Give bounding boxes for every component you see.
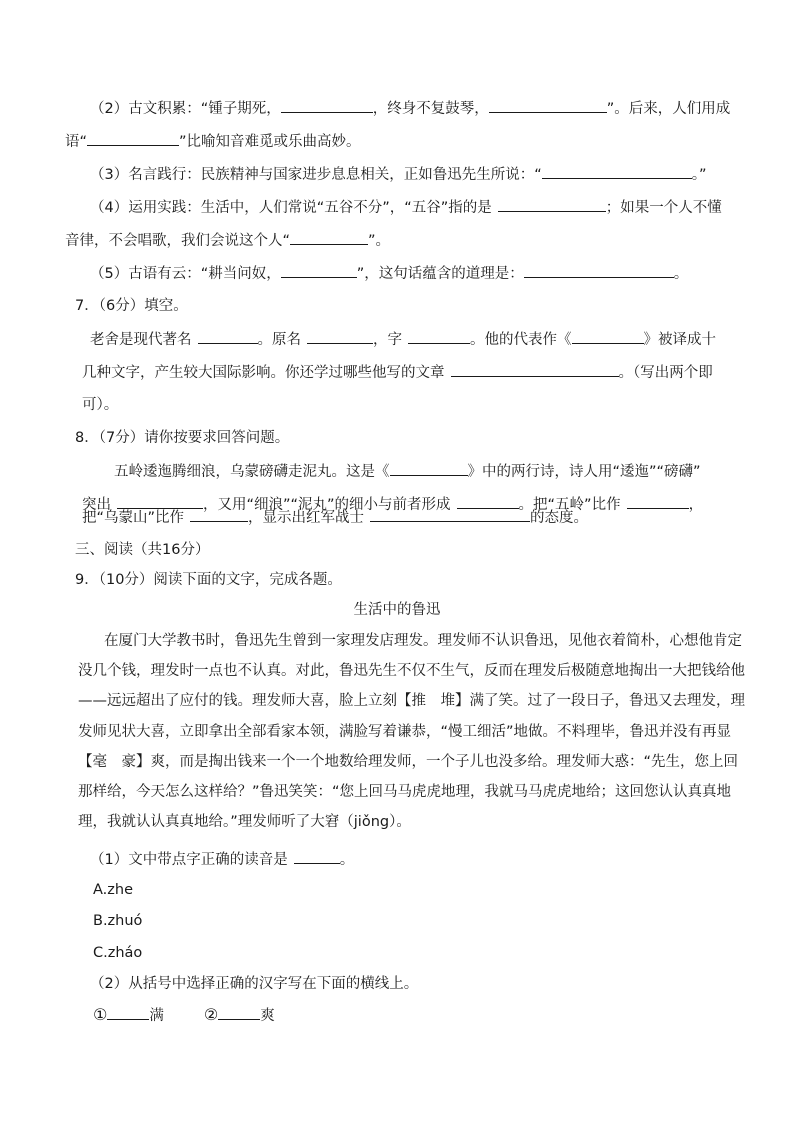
q7-line2-b: 。（写出两个即 [618, 365, 713, 381]
passage-line: 没几个钱，理发时一点也不认真。对此，鲁迅先生不仅不生气，反而在理发后极随意地掏出一大把钱给他 [78, 663, 745, 679]
q7-line1-e: 》被译成十 [643, 332, 716, 348]
answer-blank[interactable] [627, 494, 689, 509]
q8-line1-a: 五岭逶迤腾细浪，乌蒙磅礴走泥丸。这是《 [114, 464, 390, 480]
section-heading: 三、阅读（共16分） [75, 542, 210, 558]
q6-item5-end: 。 [673, 266, 689, 282]
passage-title: 生活中的鲁迅 [353, 602, 441, 618]
answer-blank[interactable] [572, 329, 644, 344]
answer-blank[interactable] [218, 1005, 260, 1020]
q8-line2-d: ， [688, 497, 704, 513]
passage-line: 发师见状大喜，立即拿出全部看家本领，满脸写着谦恭，“慢工细活”地做。不料理毕，鲁迅并没有再显 [78, 724, 732, 740]
q8-line2-c: 。把“五岭”比作 [518, 497, 621, 513]
q6-item2-line1 [90, 98, 730, 119]
answer-blank[interactable] [542, 164, 692, 179]
passage-line: 理，我就认认真真地给。”理发师听了大窘（jiǒng）。 [78, 814, 411, 830]
q9-fill-line [93, 1005, 275, 1026]
answer-blank[interactable] [198, 329, 258, 344]
answer-blank[interactable] [390, 461, 468, 476]
q6-item5-mid: ”，这句话蕴含的道理是： [356, 266, 524, 282]
option-c[interactable]: C.zháo [93, 945, 143, 961]
q6-item5-text: （5）古语有云：“耕当问奴， [90, 266, 281, 282]
q8-line3-b: ，显示出红军战士 [248, 510, 365, 526]
q8-line2-b: ，又用“细浪”“泥丸”的细小与前者形成 [203, 497, 451, 513]
fill1-num: ① [93, 1005, 108, 1024]
q6-item2-comma: ，终身不复鼓琴， [372, 101, 489, 117]
answer-blank[interactable] [294, 849, 340, 864]
q8-line3-a: 把“乌蒙山”比作 [82, 510, 185, 526]
answer-blank[interactable] [281, 98, 373, 113]
option-b[interactable]: B.zhuó [93, 913, 143, 929]
q6-item2-line2 [65, 131, 361, 152]
q6-item4-text: （4）运用实践：生活中，人们常说“五谷不分”，“五谷”指的是 [90, 200, 492, 216]
q7-line1-c: ，字 [373, 332, 402, 348]
fill2-num: ② [203, 1005, 219, 1024]
q7-line1-a: 老舍是现代著名 [90, 332, 192, 348]
passage-line: ——远远超出了应付的钱。理发师大喜，脸上立刻【推 堆】满了笑。过了一段日子，鲁迅又去理发，理 [78, 693, 745, 709]
answer-blank[interactable] [370, 507, 530, 522]
q9-sub1 [90, 849, 354, 870]
q6-item4-line2 [65, 230, 390, 251]
q7-line1-d: 。他的代表作《 [470, 332, 572, 348]
q9-sub1-end: 。 [339, 852, 355, 868]
answer-blank[interactable] [307, 329, 373, 344]
q8-line3 [82, 507, 588, 528]
q8-line1 [114, 461, 701, 482]
answer-blank[interactable] [281, 263, 357, 278]
q6-item2-label: （2）古文积累： [90, 101, 201, 117]
q6-item2-line2-post: ”比喻知音难觅或乐曲高妙。 [179, 134, 361, 150]
answer-blank[interactable] [451, 362, 619, 377]
answer-blank[interactable] [107, 1005, 149, 1020]
answer-blank[interactable] [489, 98, 607, 113]
passage-line: 在厦门大学教书时，鲁迅先生曾到一家理发店理发。理发师不认识鲁迅，见他衣着简朴，心想他肯定 [104, 633, 742, 649]
answer-blank[interactable] [498, 197, 606, 212]
passage-line: 那样给，今天怎么这样给？”鲁迅笑笑：“您上回马马虎虎地理，我就马马虎虎地给；这回您认认真真地 [78, 784, 732, 800]
option-a[interactable]: A.zhe [93, 882, 133, 898]
q6-item2-quote-pre: “锺子期死， [200, 101, 281, 117]
fill1-end: 满 [149, 1008, 164, 1024]
answer-blank[interactable] [87, 131, 179, 146]
answer-blank[interactable] [290, 230, 368, 245]
q7-line2-a: 几种文字，产生较大国际影响。你还学过哪些他写的文章 [82, 365, 445, 381]
answer-blank[interactable] [408, 329, 470, 344]
q6-item3 [90, 164, 707, 185]
passage-line: 【毫 豪】爽，而是掏出钱来一个一个地数给理发师，一个子儿也没多给。理发师大惑：“先生，您上回 [78, 754, 739, 770]
q6-item3-text: （3）名言践行：民族精神与国家进步息息相关，正如鲁迅先生所说：“ [90, 167, 542, 183]
q8-line3-c: 的态度。 [530, 510, 589, 526]
q7-line3: 可）。 [82, 397, 119, 413]
q6-item3-end: 。” [691, 167, 707, 183]
q9-sub2: （2）从括号中选择正确的汉字写在下面的横线上。 [90, 976, 419, 992]
fill2-end: 爽 [260, 1008, 275, 1024]
q8-line1-b: 》中的两行诗，诗人用“逶迤”“磅礴” [467, 464, 701, 480]
q8-line2-a: 突出 [82, 497, 111, 513]
q8-header: 8．（7分）请你按要求回答问题。 [75, 430, 290, 446]
q7-line1 [90, 329, 716, 350]
q7-line2 [82, 362, 713, 383]
q7-line1-b: 。原名 [257, 332, 301, 348]
q6-item4-line2-pre: 音律，不会唱歌，我们会说这个人“ [65, 233, 291, 249]
q7-header: 7．（6分）填空。 [75, 298, 188, 314]
q6-item4-mid: ；如果一个人不懂 [605, 200, 722, 216]
q6-item5 [90, 263, 688, 284]
q6-item2-quote-post: ”。后来，人们用成 [606, 101, 731, 117]
q6-item4-line2-post: ”。 [368, 233, 391, 249]
q9-header: 9．（10分）阅读下面的文字，完成各题。 [75, 572, 342, 588]
q6-item4-line1 [90, 197, 722, 218]
answer-blank[interactable] [524, 263, 674, 278]
answer-blank[interactable] [190, 507, 248, 522]
q6-item2-line2-pre: 语“ [65, 134, 88, 150]
q9-sub1-text: （1）文中带点字正确的读音是 [90, 852, 288, 868]
